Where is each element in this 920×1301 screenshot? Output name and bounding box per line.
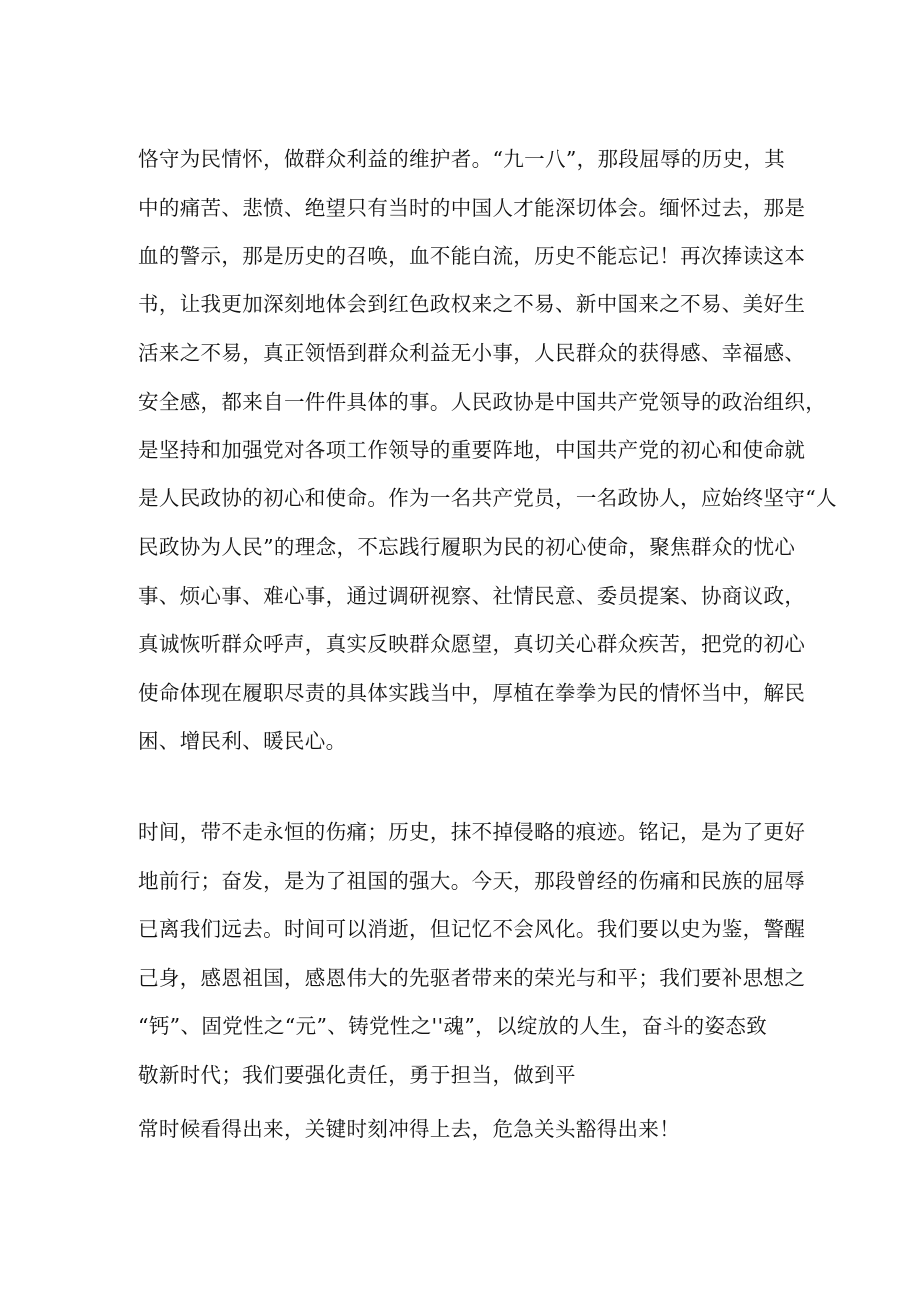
text-line: 是坚持和加强党对各项工作领导的重要阵地，中国共产党的初心和使命就 <box>138 438 806 462</box>
text-line: 时间，带不走永恒的伤痛；历史，抹不掉侵略的痕迹。铭记，是为了更好 <box>138 820 806 844</box>
text-line: 活来之不易，真正领悟到群众利益无小事，人民群众的获得感、幸福感、 <box>138 341 806 365</box>
text-line: 困、增民利、暖民心。 <box>138 729 347 753</box>
text-line: 事、烦心事、难心事，通过调研视察、社情民意、委员提案、协商议政， <box>138 584 806 608</box>
text-line: 敬新时代；我们要强化责任，勇于担当，做到平 <box>138 1063 576 1087</box>
text-line: 民政协为人民”的理念，不忘践行履职为民的初心使命，聚焦群众的忧心 <box>138 535 796 559</box>
text-line: 中的痛苦、悲愤、绝望只有当时的中国人才能深切体会。缅怀过去，那是 <box>138 196 806 220</box>
text-line: “钙”、固党性之“元”、铸党性之''魂”，以绽放的人生，奋斗的姿态致 <box>138 1014 768 1038</box>
text-line: 己身，感恩祖国，感恩伟大的先驱者带来的荣光与和平；我们要补思想之 <box>138 966 806 990</box>
text-line: 恪守为民情怀，做群众利益的维护者。“九一八”，那段屈辱的历史，其 <box>138 147 786 171</box>
text-line: 是人民政协的初心和使命。作为一名共产党员，一名政协人，应始终坚守“人 <box>138 486 837 510</box>
text-line: 书，让我更加深刻地体会到红色政权来之不易、新中国来之不易、美好生 <box>138 292 806 316</box>
text-line: 血的警示，那是历史的召唤，血不能白流，历史不能忘记！再次捧读这本 <box>138 244 806 268</box>
text-line: 安全感，都来自一件件具体的事。人民政协是中国共产党领导的政治组织， <box>138 390 827 414</box>
text-line: 已离我们远去。时间可以消逝，但记忆不会风化。我们要以史为鉴，警醒 <box>138 917 806 941</box>
text-line: 使命体现在履职尽责的具体实践当中，厚植在拳拳为民的情怀当中，解民 <box>138 681 806 705</box>
text-line: 常时候看得出来，关键时刻冲得上去，危急关头豁得出来！ <box>138 1117 681 1141</box>
text-line: 真诚恢听群众呼声，真实反映群众愿望，真切关心群众疾苦，把党的初心 <box>138 632 806 656</box>
text-line: 地前行；奋发，是为了祖国的强大。今天，那段曾经的伤痛和民族的屈辱 <box>138 869 806 893</box>
